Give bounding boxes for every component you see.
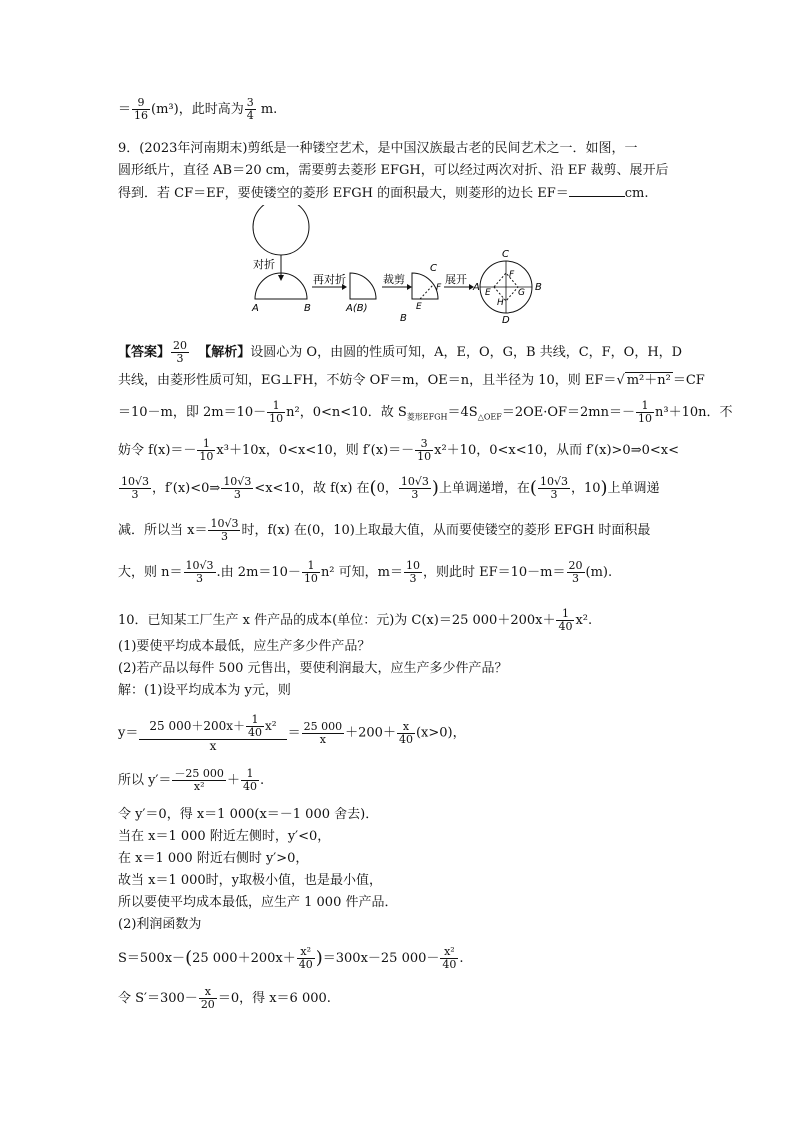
q10-part-1: (1)要使平均成本最低，应生产多少件产品？ — [118, 639, 371, 654]
solution-line-5: 在 x＝1 000 附近右侧时 y′>0， — [118, 851, 309, 866]
top-line: ＝ $\frac{9}{16}$ (m³)，此时高为 $\frac{3}{4}$ m. — [118, 96, 278, 122]
quarter-circle — [350, 273, 376, 299]
paper-circle — [253, 205, 309, 255]
svg-text:B: B — [304, 303, 311, 314]
q10-part-2: (2)若产品以每件 500 元售出，要使利润最大，应生产多少件产品？ — [118, 661, 508, 676]
answer-line-3: ＝10－m，即 2m＝10－ $\frac{1}{10}$ n²，0<n<10．故 $S_{菱形EFGH}=4S_{\triangle OEF}=2OE\cdot OF=2mn=-$ $\frac{1}{10}$ n³＋10n．不 — [118, 399, 733, 425]
fold-label-2: 再对折 — [313, 273, 346, 286]
profit-derivative: 令 S′＝300－ $\frac{x}{20}$ ＝0，得 x＝6 000. — [118, 985, 331, 1011]
solution-line-1: 解：(1)设平均成本为 y元，则 — [118, 683, 291, 698]
answer-line-5: $\frac{10√3}{3}$ ，f′(x)<0⇒ $\frac{10√3}{3}$ <x<10，故 f(x) 在(0， $\frac{10√3}{3}$ )上单调递增，在( $\frac{10√3}{3}$ ，10)上单调递 — [121, 475, 660, 501]
solution-line-4: 当在 x＝1 000 附近左侧时，y′<0， — [118, 829, 331, 844]
svg-text:C: C — [502, 249, 509, 260]
solution-line-6: 故当 x＝1 000时，y取极小值，也是最小值， — [118, 873, 383, 888]
svg-text:A: A — [252, 303, 259, 314]
cut-line — [420, 285, 433, 299]
cut-label: 裁剪 — [383, 273, 405, 286]
answer-blank — [569, 184, 625, 197]
solution-y-formula: y＝ 25 000＋200x＋ $\frac{1}{40}$ x² x ＝ $\frac{25 000}{x}$ ＋200＋ $\frac{x}{40}$ (x>0)， — [118, 713, 466, 753]
answer-line-6: 减．所以当 x＝ $\frac{10√3}{3}$ 时，f(x) 在(0，10)上取最大值，从而要使镂空的菱形 EFGH 时面积最 — [118, 517, 651, 543]
svg-text:H: H — [497, 298, 504, 308]
svg-text:E: E — [416, 302, 422, 312]
cut-quarter — [412, 273, 438, 299]
fraction: $\frac{9}{16}$ — [134, 96, 149, 122]
svg-text:A: A — [473, 282, 480, 293]
svg-text:B: B — [535, 282, 542, 293]
svg-text:E: E — [485, 288, 491, 298]
profit-function: S＝500x－(25 000＋200x＋ $\frac{\text{x²}}{40}$ )＝300x－25 000－ $\frac{\text{x²}}{40}$ . — [118, 945, 464, 971]
solution-line-8: (2)利润函数为 — [118, 917, 202, 932]
svg-text:A(B): A(B) — [346, 303, 368, 314]
fraction: $\frac{3}{4}$ — [246, 96, 254, 122]
solution-derivative: 所以 y′＝ $\frac{-25 000}{\text{x²}}$ ＋ $\frac{1}{40}$ . — [118, 767, 265, 793]
svg-text:F: F — [436, 283, 442, 293]
solution-line-3: 令 y′＝0，得 x＝1 000(x＝－1 000 舍去)． — [118, 807, 379, 822]
q9-line-2: 圆形纸片，直径 AB＝20 cm，需要剪去菱形 EFGH，可以经过两次对折、沿 EF 裁剪、展开后 — [118, 163, 669, 178]
unfold-label: 展开 — [445, 273, 467, 286]
svg-text:D: D — [502, 315, 510, 325]
answer-line-7: 大，则 n＝ $\frac{10√3}{3}$ .由 2m＝10－ $\frac{1}{10}$ n² 可知，m＝ $\frac{10}{3}$ ，则此时 EF＝10－m＝ $\frac{20}{3}$ (m). — [118, 559, 613, 585]
q9-line-1: 9．(2023年河南期末)剪纸是一种镂空艺术，是中国汉族最古老的民间艺术之一．如图，一 — [118, 141, 638, 156]
q10-line-1: 10．已知某工厂生产 x 件产品的成本(单位：元)为 C(x)＝25 000＋200x＋ $\frac{1}{40}$ x². — [118, 607, 593, 633]
svg-text:G: G — [518, 288, 525, 298]
fold-label-1: 对折 — [253, 258, 275, 271]
answer-value: $\frac{20}{3}$ — [173, 339, 188, 365]
answer-line-2: 共线，由菱形性质可知，EG⊥FH，不妨令 OF＝m，OE＝n，且半径为 10，则 EF＝√ m²＋n² ＝CF — [118, 373, 705, 388]
paper-cut-figure — [250, 205, 550, 325]
q9-line-3: 得到．若 CF＝EF，要使镂空的菱形 EFGH 的面积最大，则菱形的边长 EF＝ cm. — [118, 186, 649, 201]
svg-text:B: B — [400, 313, 407, 324]
solution-line-7: 所以要使平均成本最低，应生产 1 000 件产品． — [118, 895, 398, 910]
answer-line-4: 妨令 f(x)＝－ $\frac{1}{10}$ x³＋10x，0<x<10，则 f′(x)＝－ $\frac{3}{10}$ x²＋10，0<x<10，从而 f′(x)>0⇒0<x< — [118, 437, 679, 463]
answer-line-1: 【答案】 $\frac{20}{3}$ 【解析】设圆心为 O，由圆的性质可知，A，E，O，G，B 共线，C，F，O，H，D — [118, 339, 683, 365]
svg-text:C: C — [430, 263, 437, 274]
svg-text:F: F — [509, 270, 515, 280]
